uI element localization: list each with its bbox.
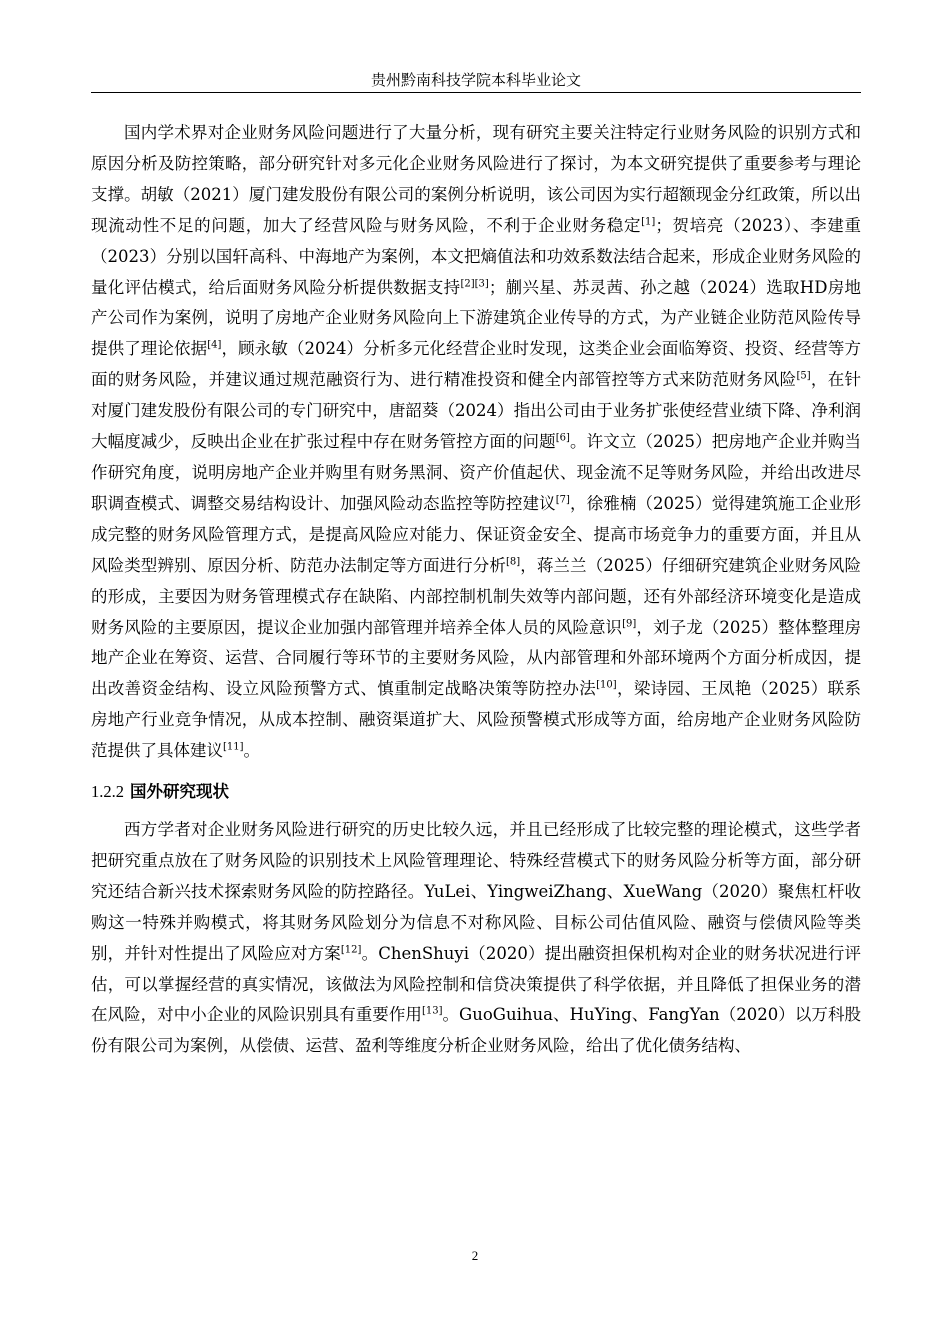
- citation: [9]: [622, 618, 637, 629]
- citation: [6]: [555, 432, 570, 444]
- body-text: [91, 118, 861, 1062]
- citation: [7]: [555, 494, 570, 506]
- header-rule: [91, 92, 861, 93]
- citation: [10]: [596, 679, 617, 691]
- paragraph-domestic-research: 国内学术界对企业财务风险问题进行了大量分析，现有研究主要关注特定行业财务风险的识别方式和原因分析及防控策略，部分研究针对多元化企业财务风险进行了探讨，为本文研究提供了重要参考与理论支撑。胡敏（2021）厦门建发股份有限公司的案例分析说明，该公司因为实行超额现金分红政策，所以出现流动性不足的问题，加大了经营风险与财务风险，不利于企业财务稳定[1]；贺培亮（2023）、李建重（2023）分别以国轩高科、中海地产为案例，本文把熵值法和功效系数法结合起来，形成企业财务风险的量化评估模式，给后面财务风险分析提供数据支持[2][3]；蒯兴星、苏灵茜、孙之越（2024）选取HD房地产公司作为案例，说明了房地产企业财务风险向上下游建筑企业传导的方式，为产业链企业防范风险传导提供了理论依据[4]，顾永敏（2024）分析多元化经营企业时发现，这类企业会面临筹资、投资、经营等方面的财务风险，并建议通过规范融资行为、进行精准投资和健全内部管控等方式来防范财务风险[5]，在针对厦门建发股份有限公司的专门研究中，唐韶葵（2024）指出公司由于业务扩张使经营业绩下降、净利润大幅度减少，反映出企业在扩张过程中存在财务管控方面的问题[6]。许文立（2025）把房地产企业并购当作研究角度，说明房地产企业并购里有财务黑洞、资产价值起伏、现金流不足等财务风险，并给出改进尽职调查模式、调整交易结构设计、加强风险动态监控等防控建议[7]，徐雅楠（2025）觉得建筑施工企业形成完整的财务风险管理方式，是提高风险应对能力、保证资金安全、提高市场竞争力的重要方面，并且从风险类型辨别、原因分析、防范办法制定等方面进行分析[8]，蒋兰兰（2025）仔细研究建筑企业财务风险的形成，主要因为财务管理模式存在缺陷、内部控制机制失效等内部问题，还有外部经济环境变化是造成财务风险的主要原因，提议企业加强内部管理并培养全体人员的风险意识[9]，刘子龙（2025）整体整理房地产企业在筹资、运营、合同履行等环节的主要财务风险，从内部管理和外部环境两个方面分析成因，提出改善资金结构、设立风险预警方式、慎重制定战略决策等防控办法[10]，梁诗园、王凤艳（2025）联系房地产行业竞争情况，从成本控制、融资渠道扩大、风险预警模式形成等方面，给房地产企业财务风险防范提供了具体建议[11]。: [91, 123, 862, 761]
- citation: [12]: [340, 944, 362, 956]
- section-heading: [91, 777, 861, 807]
- citation: [1]: [641, 216, 656, 228]
- page-number: 2: [471, 1248, 479, 1263]
- citation: [4]: [207, 339, 222, 351]
- running-header: 贵州黔南科技学院本科毕业论文: [370, 71, 581, 89]
- citation: [8]: [505, 556, 521, 568]
- section-number: 1.2.2: [91, 782, 124, 802]
- section-title: 国外研究现状: [130, 782, 229, 802]
- citation: [13]: [421, 1005, 443, 1017]
- citation: [11]: [223, 741, 244, 753]
- citation: [2][3]: [460, 278, 489, 290]
- citation: [5]: [796, 370, 811, 382]
- paragraph-foreign-research: 西方学者对企业财务风险进行研究的历史比较久远，并且已经形成了比较完整的理论模式，这些学者把研究重点放在了财务风险的识别技术上风险管理理论、特殊经营模式下的财务风险分析等方面，部分研究还结合新兴技术探索财务风险的防控路径。YuLei、YingweiZhang、XueWang（2020）聚焦杠杆收购这一特殊并购模式，将其财务风险划分为信息不对称风险、目标公司估值风险、融资与偿债风险等类别，并针对性提出了风险应对方案[12]。ChenShuyi（2020）提出融资担保机构对企业的财务状况进行评估，可以掌握经营的真实情况，该做法为风险控制和信贷决策提供了科学依据，并且降低了担保业务的潜在风险，对中小企业的风险识别具有重要作用[13]。GuoGuihua、HuYing、FangYan（2020）以万科股份有限公司为案例，从偿债、运营、盈利等维度分析企业财务风险，给出了优化债务结构、: [91, 820, 861, 1056]
